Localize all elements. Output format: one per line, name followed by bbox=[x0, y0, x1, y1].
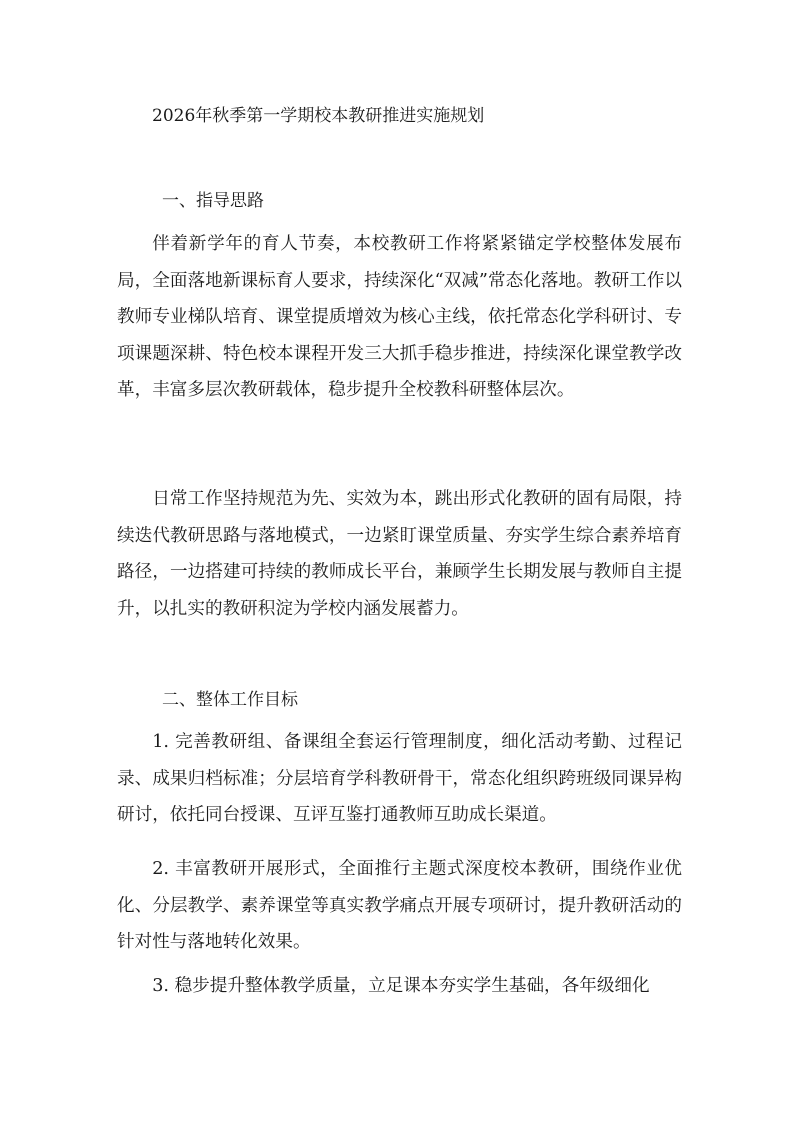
section-heading-overall-goals: 二、整体工作目标 bbox=[162, 690, 298, 710]
numbered-item: 3. 稳步提升整体教学质量，立足课本夯实学生基础，各年级细化 bbox=[152, 976, 650, 996]
paragraph: 伴着新学年的育人节奏，本校教研工作将紧紧锚定学校整体发展布局，全面落地新课标育人要求，持续深化“双减”常态化落地。教研工作以教师专业梯队培育、课堂提质增效为核心主线，依托常态化学科研讨、专项课题深耕、特色校本课程开发三大抓手稳步推进，持续深化课堂教学改革，丰富多层次教研载体，稳步提升全校教科研整体层次。 bbox=[117, 234, 682, 400]
paragraph: 日常工作坚持规范为先、实效为本，跳出形式化教研的固有局限，持续迭代教研思路与落地模式，一边紧盯课堂质量、夯实学生综合素养培育路径，一边搭建可持续的教师成长平台，兼顾学生长期发展与教师自主提升，以扎实的教研积淀为学校内涵发展蓄力。 bbox=[117, 489, 682, 619]
document-title: 2026年秋季第一学期校本教研推进实施规划 bbox=[152, 106, 485, 126]
section-heading-guiding-ideas: 一、指导思路 bbox=[162, 191, 264, 211]
numbered-item: 2. 丰富教研开展形式，全面推行主题式深度校本教研，围绕作业优化、分层教学、素养课堂等真实教学痛点开展专项研讨，提升教研活动的针对性与落地转化效果。 bbox=[117, 859, 682, 952]
numbered-item: 1. 完善教研组、备课组全套运行管理制度，细化活动考勤、过程记录、成果归档标准；分层培育学科教研骨干，常态化组织跨班级同课异构研讨，依托同台授课、互评互鉴打通教师互助成长渠道。 bbox=[117, 732, 682, 825]
